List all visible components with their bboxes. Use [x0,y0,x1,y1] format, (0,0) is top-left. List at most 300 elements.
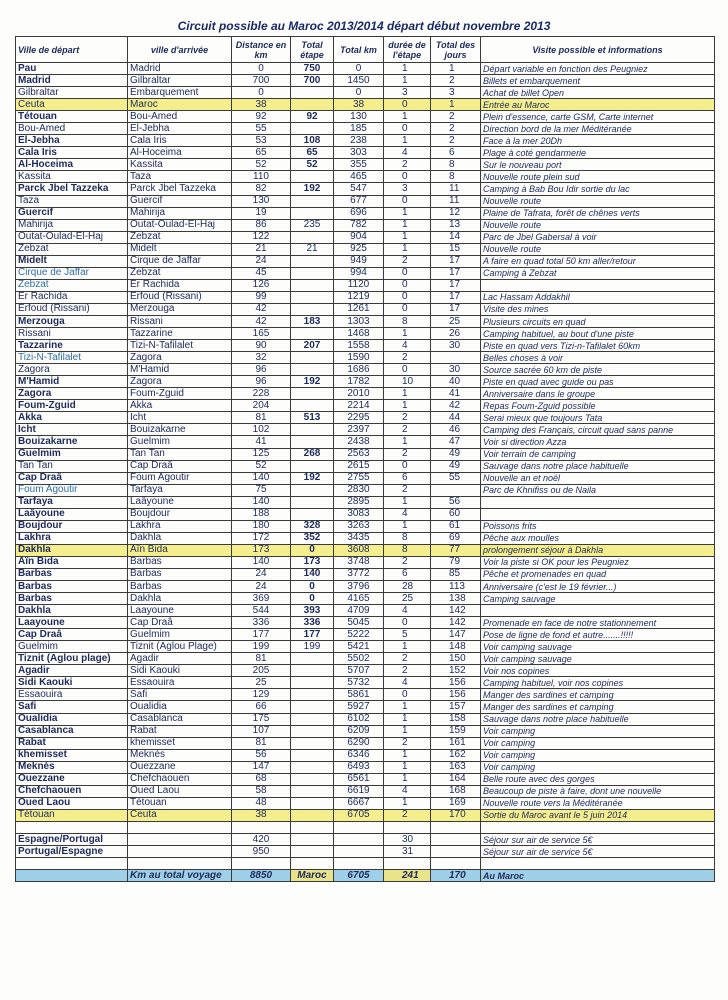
total-km-cell: 6290 [334,737,384,749]
total-jours-cell: 2 [431,75,481,87]
duree-cell: 2 [384,737,431,749]
visite-cell: Pêche et promenades en quad [481,568,715,580]
total-km-cell: 1686 [334,364,384,376]
depart-cell [16,870,128,882]
arrivee-cell: Aïn Bida [128,544,232,556]
header-visite: Visite possible et informations [481,37,715,63]
table-row [16,195,715,207]
depart-cell: Essaouira [16,689,128,701]
duree-cell: 1 [384,243,431,255]
total-etape-cell [291,809,334,821]
depart-cell: Dakhla [16,544,128,556]
total-jours-cell: 15 [431,243,481,255]
depart-cell: Al-Hoceima [16,159,128,171]
visite-cell: Voir camping [481,761,715,773]
depart-cell: Zebzat [16,243,128,255]
visite-cell: Camping habituel, voir nos copines [481,677,715,689]
visite-cell: Voir la piste si OK pour les Peugniez [481,556,715,568]
duree-cell: 1 [384,701,431,713]
total-etape-cell [291,689,334,701]
total-km-cell: 677 [334,195,384,207]
total-km-cell: 6493 [334,761,384,773]
visite-cell: Camping à Bab Bou Idir sortie du lac [481,183,715,195]
total-km-cell: 1219 [334,291,384,303]
duree-cell: 1 [384,749,431,761]
total-km-cell: 5045 [334,617,384,629]
distance-cell: 140 [232,472,291,484]
table-row [16,749,715,761]
depart-cell: Tarfaya [16,496,128,508]
arrivee-cell: Boujdour [128,508,232,520]
table-row [16,713,715,725]
total-jours-cell: 142 [431,605,481,617]
duree-cell: 241 [384,870,431,882]
total-km-cell: 2563 [334,448,384,460]
visite-cell: Achat de billet Open [481,87,715,99]
depart-cell: Dakhla [16,605,128,617]
duree-cell: 2 [384,255,431,267]
duree-cell: 0 [384,267,431,279]
total-etape-cell: 21 [291,243,334,255]
depart-cell: Tiznit (Aglou plage) [16,653,128,665]
total-km-cell [334,834,384,846]
depart-cell: Guelmim [16,641,128,653]
distance-cell: 92 [232,111,291,123]
distance-cell: 199 [232,641,291,653]
total-km-cell: 1558 [334,340,384,352]
duree-cell [384,821,431,833]
visite-cell: Voir camping sauvage [481,641,715,653]
total-km-cell: 38 [334,99,384,111]
total-etape-cell: 183 [291,315,334,327]
total-km-cell: 465 [334,171,384,183]
total-jours-cell: 2 [431,123,481,135]
header-total-jours: Total des jours [431,37,481,63]
distance-cell: 165 [232,328,291,340]
total-jours-cell: 85 [431,568,481,580]
arrivee-cell: Sidi Kaouki [128,665,232,677]
visite-cell: Nouvelle route [481,243,715,255]
visite-cell: Anniversaire (c'est le 19 février...) [481,581,715,593]
total-etape-cell [291,460,334,472]
duree-cell: 1 [384,496,431,508]
table-row [16,593,715,605]
arrivee-cell: Al-Hoceima [128,147,232,159]
distance-cell: 0 [232,87,291,99]
depart-cell: Lakhra [16,532,128,544]
depart-cell: Ouezzane [16,773,128,785]
visite-cell: Anniversaire dans le groupe [481,388,715,400]
distance-cell: 336 [232,617,291,629]
arrivee-cell: Mahirija [128,207,232,219]
visite-cell: Sur le nouveau port [481,159,715,171]
total-etape-cell: 700 [291,75,334,87]
duree-cell: 2 [384,556,431,568]
table-row [16,340,715,352]
total-etape-cell [291,87,334,99]
arrivee-cell: Rabat [128,725,232,737]
table-row [16,773,715,785]
total-jours-cell: 49 [431,460,481,472]
distance-cell: 52 [232,460,291,472]
total-km-cell: 4165 [334,593,384,605]
duree-cell: 1 [384,520,431,532]
total-etape-cell: 0 [291,544,334,556]
total-etape-cell: 65 [291,147,334,159]
table-row [16,352,715,364]
duree-cell: 1 [384,135,431,147]
total-etape-cell [291,171,334,183]
distance-cell: 175 [232,713,291,725]
total-km-cell: 3796 [334,581,384,593]
total-jours-cell: 1 [431,63,481,75]
depart-cell: Erfoud (Rissani) [16,303,128,315]
distance-cell: 75 [232,484,291,496]
total-jours-cell [431,834,481,846]
table-row [16,797,715,809]
total-km-cell: 5861 [334,689,384,701]
total-km-cell: 3748 [334,556,384,568]
total-etape-cell: 192 [291,376,334,388]
arrivee-cell: Oued Laou [128,785,232,797]
total-km-cell: 303 [334,147,384,159]
total-jours-cell: 152 [431,665,481,677]
total-etape-cell [291,496,334,508]
distance-cell: 24 [232,255,291,267]
duree-cell: 31 [384,846,431,858]
depart-cell: Tazzarine [16,340,128,352]
total-etape-cell [291,352,334,364]
total-etape-cell [291,328,334,340]
total-etape-cell [291,725,334,737]
blank-row [16,821,715,833]
duree-cell: 28 [384,581,431,593]
total-etape-cell: 513 [291,412,334,424]
arrivee-cell: Barbas [128,568,232,580]
visite-cell [481,508,715,520]
distance-cell: 130 [232,195,291,207]
depart-cell: Rabat [16,737,128,749]
depart-cell: Bou-Amed [16,123,128,135]
visite-cell: Belles choses à voir [481,352,715,364]
total-km-cell: 1468 [334,328,384,340]
visite-cell [481,496,715,508]
total-etape-cell [291,653,334,665]
depart-cell: Pau [16,63,128,75]
visite-cell: Camping des Français, circuit quad sans panne [481,424,715,436]
table-row [16,737,715,749]
total-km-cell: 2830 [334,484,384,496]
total-jours-cell [431,352,481,364]
duree-cell: 1 [384,231,431,243]
arrivee-cell: Tan Tan [128,448,232,460]
visite-cell: Nouvelle route plein sud [481,171,715,183]
duree-cell: 2 [384,412,431,424]
depart-cell: Oued Laou [16,797,128,809]
depart-cell: Bouizakarne [16,436,128,448]
table-row [16,544,715,556]
table-row [16,207,715,219]
distance-cell: 180 [232,520,291,532]
table-row [16,834,715,846]
total-etape-cell [291,364,334,376]
total-etape-cell [291,484,334,496]
duree-cell: 2 [384,809,431,821]
document-title: Circuit possible au Maroc 2013/2014 départ début novembre 2013 [177,19,551,33]
distance-cell: 950 [232,846,291,858]
header-total-km: Total km [334,37,384,63]
arrivee-cell [128,858,232,870]
table-row [16,75,715,87]
arrivee-cell: Cap Draâ [128,617,232,629]
duree-cell: 6 [384,568,431,580]
distance-cell: 147 [232,761,291,773]
arrivee-cell: Bouizakarne [128,424,232,436]
total-km-cell: 238 [334,135,384,147]
table-row [16,219,715,231]
total-jours-cell: 163 [431,761,481,773]
total-km-cell: 782 [334,219,384,231]
total-jours-cell: 170 [431,809,481,821]
visite-cell: Source sacrée 60 km de piste [481,364,715,376]
duree-cell: 0 [384,99,431,111]
total-etape-cell [291,388,334,400]
duree-cell: 2 [384,352,431,364]
depart-cell: Tizi-N-Tafilalet [16,352,128,364]
arrivee-cell: Gilbraltar [128,75,232,87]
distance-cell: 81 [232,737,291,749]
table-row [16,255,715,267]
duree-cell: 1 [384,63,431,75]
table-row [16,171,715,183]
arrivee-cell: Zagora [128,376,232,388]
depart-cell: Outat-Oulad-El-Haj [16,231,128,243]
total-km-cell: 130 [334,111,384,123]
visite-cell: Lac Hassam Addakhil [481,291,715,303]
total-etape-cell [291,255,334,267]
total-etape-cell [291,231,334,243]
table-row [16,581,715,593]
total-etape-cell: 173 [291,556,334,568]
visite-cell: Sauvage dans notre place habituelle [481,713,715,725]
total-etape-cell: 207 [291,340,334,352]
table-row [16,267,715,279]
total-jours-cell: 150 [431,653,481,665]
duree-cell: 1 [384,219,431,231]
visite-cell: Repas Foum-Zguid possible [481,400,715,412]
total-jours-cell: 147 [431,629,481,641]
total-jours-cell: 3 [431,87,481,99]
distance-cell: 188 [232,508,291,520]
total-km-cell: 5222 [334,629,384,641]
distance-cell: 42 [232,303,291,315]
arrivee-cell: Barbas [128,581,232,593]
depart-cell: Icht [16,424,128,436]
total-jours-cell: 61 [431,520,481,532]
table-row [16,653,715,665]
total-etape-cell [291,677,334,689]
total-etape-cell [291,508,334,520]
total-jours-cell: 46 [431,424,481,436]
depart-cell: Safi [16,701,128,713]
arrivee-cell [128,821,232,833]
header-distance: Distance en km [232,37,291,63]
total-etape-cell [291,424,334,436]
total-etape-cell [291,858,334,870]
arrivee-cell: Safi [128,689,232,701]
total-km-cell [334,858,384,870]
duree-cell: 4 [384,605,431,617]
distance-cell: 21 [232,243,291,255]
distance-cell [232,821,291,833]
total-km-cell: 3263 [334,520,384,532]
depart-cell: Guercif [16,207,128,219]
depart-cell: Tan Tan [16,460,128,472]
depart-cell: Zebzat [16,279,128,291]
total-etape-cell [291,665,334,677]
duree-cell: 2 [384,424,431,436]
duree-cell: 1 [384,797,431,809]
table-row [16,424,715,436]
total-km-cell [334,821,384,833]
distance-cell: 228 [232,388,291,400]
depart-cell: Zagora [16,388,128,400]
total-jours-cell: 14 [431,231,481,243]
total-jours-cell: 168 [431,785,481,797]
distance-cell: 55 [232,123,291,135]
arrivee-cell: El-Jebha [128,123,232,135]
total-km-cell: 2214 [334,400,384,412]
arrivee-cell: Foum-Zguid [128,388,232,400]
visite-cell: Nouvelle route vers la Méditéranée [481,797,715,809]
total-km-cell: 949 [334,255,384,267]
distance-cell: 177 [232,629,291,641]
depart-cell: Barbas [16,568,128,580]
total-km-cell: 1303 [334,315,384,327]
total-km-cell: 4709 [334,605,384,617]
visite-cell: Sortie du Maroc avant le 5 juin 2014 [481,809,715,821]
table-row [16,665,715,677]
visite-cell: Serai mieux que toujours Tata [481,412,715,424]
total-jours-cell: 49 [431,448,481,460]
arrivee-cell: Midelt [128,243,232,255]
depart-cell: Aïn Bida [16,556,128,568]
total-etape-cell: 328 [291,520,334,532]
arrivee-cell: Maroc [128,99,232,111]
arrivee-cell: Tiznit (Aglou Plage) [128,641,232,653]
table-row [16,641,715,653]
visite-cell: Sauvage dans notre place habituelle [481,460,715,472]
duree-cell: 0 [384,279,431,291]
distance-cell: 173 [232,544,291,556]
visite-cell: Poissons frits [481,520,715,532]
distance-cell: 140 [232,496,291,508]
total-jours-cell: 47 [431,436,481,448]
total-jours-cell: 25 [431,315,481,327]
arrivee-cell: Akka [128,400,232,412]
total-jours-cell: 1 [431,99,481,111]
total-km-cell: 1450 [334,75,384,87]
arrivee-cell: Kassita [128,159,232,171]
table-row [16,63,715,75]
total-etape-cell [291,737,334,749]
table-row [16,123,715,135]
arrivee-cell: Laâyoune [128,496,232,508]
depart-cell: Cala Iris [16,147,128,159]
duree-cell: 4 [384,677,431,689]
visite-cell: Voir nos copines [481,665,715,677]
table-row [16,183,715,195]
distance-cell: 19 [232,207,291,219]
total-km-cell: 5421 [334,641,384,653]
total-km-cell: 2755 [334,472,384,484]
depart-cell: Boujdour [16,520,128,532]
arrivee-cell: M'Hamid [128,364,232,376]
visite-cell: Plusieurs circuits en quad [481,315,715,327]
total-etape-cell [291,207,334,219]
depart-cell: Taza [16,195,128,207]
header-duree-etape: durée de l'étape [384,37,431,63]
table-row [16,279,715,291]
total-etape-cell: 52 [291,159,334,171]
total-km-cell: 2438 [334,436,384,448]
total-jours-cell: 2 [431,135,481,147]
total-jours-cell: 138 [431,593,481,605]
duree-cell [384,858,431,870]
table-row [16,376,715,388]
table-row [16,689,715,701]
blank-row [16,858,715,870]
depart-cell: Guelmim [16,448,128,460]
distance-cell: 42 [232,315,291,327]
duree-cell: 1 [384,111,431,123]
total-etape-cell [291,773,334,785]
duree-cell: 1 [384,75,431,87]
total-etape-cell: 192 [291,472,334,484]
distance-cell: 0 [232,63,291,75]
arrivee-cell: Foum Agoutir [128,472,232,484]
depart-cell: Cap Draâ [16,629,128,641]
distance-cell: 58 [232,785,291,797]
distance-cell: 172 [232,532,291,544]
duree-cell: 30 [384,834,431,846]
total-jours-cell: 69 [431,532,481,544]
total-jours-cell: 8 [431,159,481,171]
depart-cell: Parck Jbel Tazzeka [16,183,128,195]
depart-cell: Laayoune [16,617,128,629]
arrivee-cell: Tétouan [128,797,232,809]
distance-cell: 81 [232,412,291,424]
duree-cell: 2 [384,653,431,665]
duree-cell: 4 [384,147,431,159]
total-etape-cell [291,785,334,797]
total-km-cell: 1590 [334,352,384,364]
total-etape-cell [291,99,334,111]
depart-cell: Mahirija [16,219,128,231]
total-etape-cell: 140 [291,568,334,580]
distance-cell: 81 [232,653,291,665]
total-etape-cell [291,761,334,773]
total-jours-cell: 41 [431,388,481,400]
total-km-cell: 547 [334,183,384,195]
depart-cell: Cap Draâ [16,472,128,484]
arrivee-cell: Cirque de Jaffar [128,255,232,267]
visite-cell: Voir camping sauvage [481,653,715,665]
duree-cell: 1 [384,773,431,785]
duree-cell: 1 [384,400,431,412]
duree-cell: 8 [384,544,431,556]
total-km-cell: 2615 [334,460,384,472]
